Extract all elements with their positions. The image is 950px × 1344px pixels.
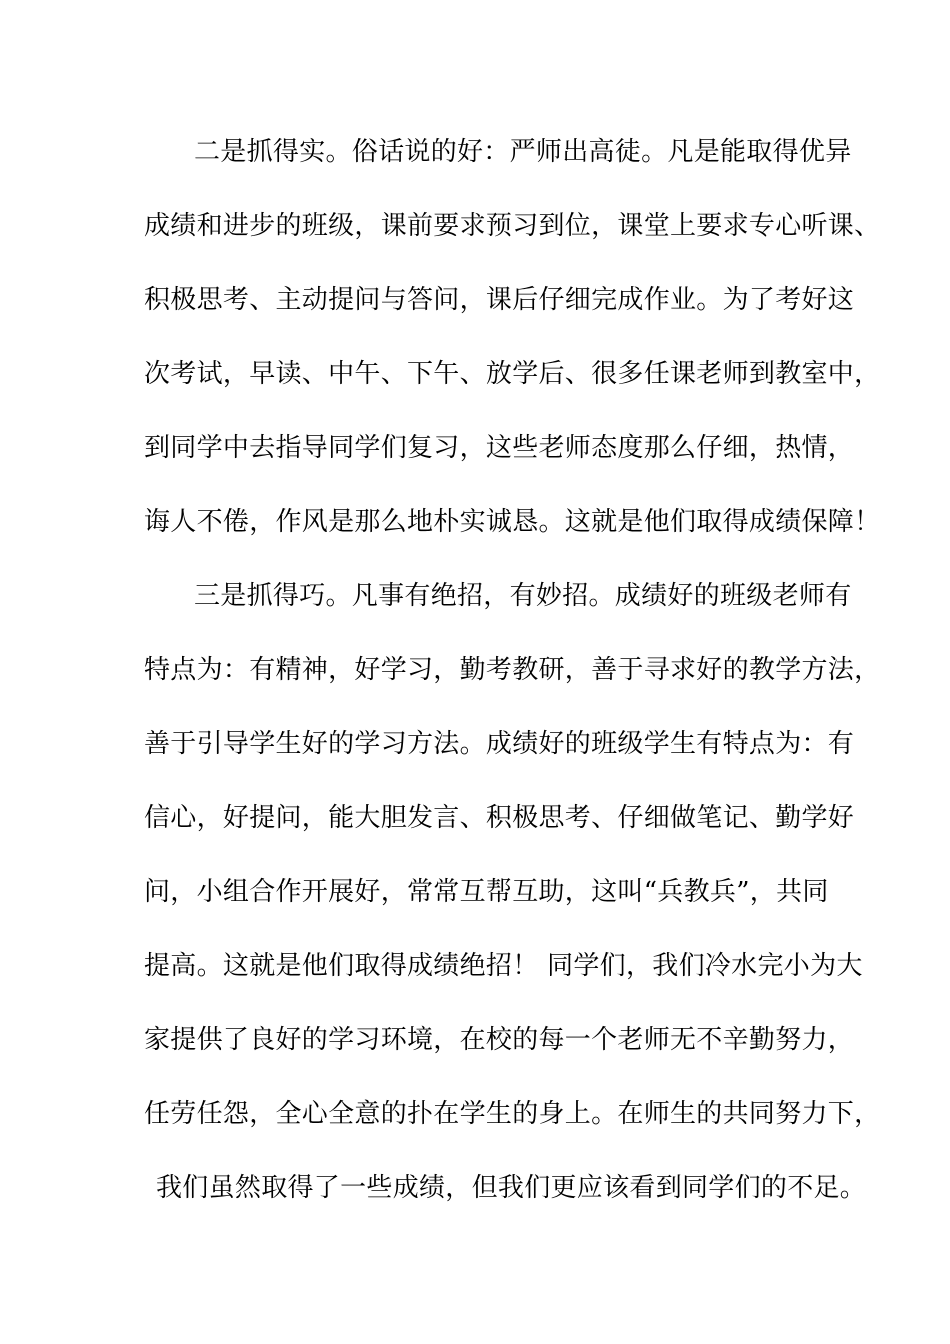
- text-line: 家提供了良好的学习环境，在校的每一个老师无不辛勤努力，: [144, 1025, 855, 1055]
- text-line: 三是抓得巧。凡事有绝招，有妙招。成绩好的班级老师有: [194, 581, 852, 611]
- text-line: 二是抓得实。俗话说的好：严师出高徒。凡是能取得优异: [194, 137, 852, 167]
- text-line: 积极思考、主动提问与答问，课后仔细完成作业。为了考好这: [144, 285, 855, 315]
- text-line: 次考试，早读、中午、下午、放学后、很多任课老师到教室中，: [144, 359, 881, 389]
- text-line: 善于引导学生好的学习方法。成绩好的班级学生有特点为：有: [144, 729, 855, 759]
- text-line: 问，小组合作开展好，常常互帮互助，这叫“兵教兵”，共同: [144, 877, 829, 907]
- text-line: 提高。这就是他们取得成绩绝招！ 同学们，我们冷水完小为大: [144, 951, 863, 981]
- text-line: 到同学中去指导同学们复习，这些老师态度那么仔细，热情，: [144, 433, 855, 463]
- text-line: 诲人不倦，作风是那么地朴实诚恳。这就是他们取得成绩保障！: [144, 507, 881, 537]
- text-line: 特点为：有精神，好学习，勤考教研，善于寻求好的教学方法，: [144, 655, 881, 685]
- text-line: 成绩和进步的班级，课前要求预习到位，课堂上要求专心听课、: [144, 211, 881, 241]
- text-line: 信心，好提问，能大胆发言、积极思考、仔细做笔记、勤学好: [144, 803, 855, 833]
- text-line: 任劳任怨，全心全意的扑在学生的身上。在师生的共同努力下，: [144, 1099, 881, 1129]
- text-line: 我们虽然取得了一些成绩，但我们更应该看到同学们的不足。: [156, 1173, 867, 1203]
